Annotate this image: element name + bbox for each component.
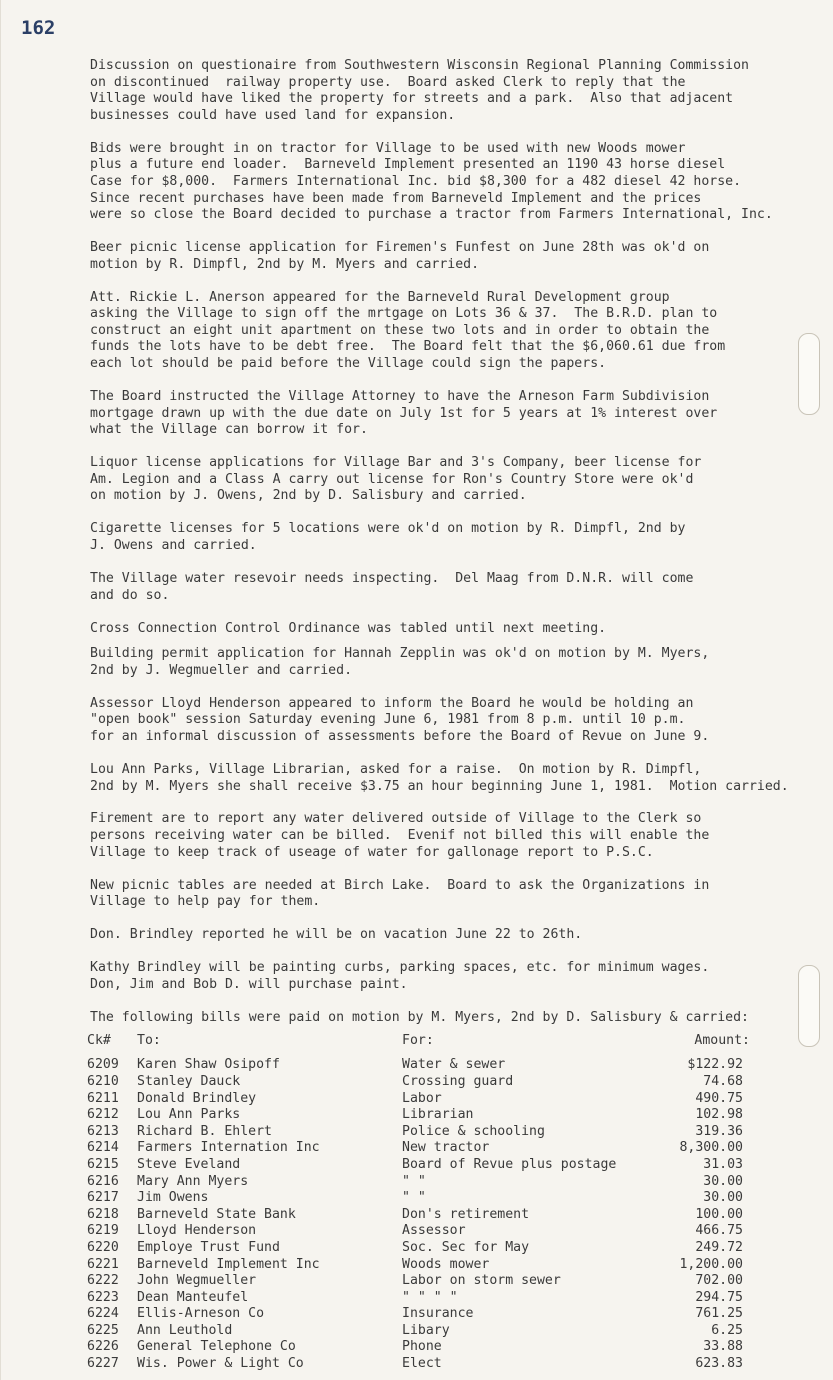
check-number: 6226 (87, 1339, 119, 1355)
paragraph-assessor: Assessor Lloyd Henderson appeared to inform the Board he would be holding an "open book" session Saturday evening June 6, 1981 from 8 p.m. until 10 p.m. for an informal discussion of assessments before the Board of Revue on June 9. (90, 695, 710, 744)
purpose: Libary (402, 1322, 450, 1338)
purpose: Police & schooling (402, 1123, 545, 1139)
amount: 30.00 (703, 1190, 743, 1206)
payee: Mary Ann Myers (137, 1173, 249, 1189)
paragraph-water-resevoir: The Village water resevoir needs inspecting. Del Maag from D.N.R. will come and do so. (90, 570, 694, 603)
amount: $122.92 (687, 1057, 743, 1073)
page-number: 162 (21, 17, 56, 39)
payee: Steve Eveland (137, 1156, 241, 1172)
purpose: Insurance (402, 1306, 474, 1322)
paragraph-liquor-licenses: Liquor license applications for Village Bar and 3's Company, beer license for Am. Legion and a Class A carry out license for Ron's Country Store were ok'd on motion by J. Owens, 2nd by D. Salisbury and carried. (90, 455, 702, 504)
check-number: 6216 (87, 1173, 119, 1189)
payee: John Wegmueller (137, 1273, 257, 1289)
table-row (87, 1140, 825, 1157)
table-row (87, 1356, 825, 1373)
paragraph-tractor-bids: Bids were brought in on tractor for Village to be used with new Woods mower plus a future end loader. Barneveld Implement presented an 1190 43 horse diesel Case for $8,000. Farmers International Inc. bid $8,300 for a 482 diesel 42 horse. Since recent purchases have been made from Barneveld Implement and the prices were so close the Board decided to purchase a tractor from Farmers International, Inc. (90, 140, 773, 223)
check-number: 6211 (87, 1090, 119, 1106)
table-row (87, 1156, 825, 1174)
amount: 761.25 (695, 1306, 743, 1322)
check-number: 6222 (87, 1273, 119, 1289)
purpose: Woods mower (402, 1256, 490, 1272)
amount: 702.00 (695, 1273, 743, 1289)
amount: 319.36 (695, 1123, 743, 1139)
amount: 8,300.00 (679, 1140, 743, 1156)
purpose: Don's retirement (402, 1206, 530, 1222)
check-number: 6219 (87, 1223, 119, 1239)
check-number: 6214 (87, 1140, 119, 1156)
header-payee: To: (137, 1033, 161, 1049)
amount: 100.00 (695, 1206, 743, 1222)
table-row (87, 1090, 825, 1108)
table-row (87, 1107, 825, 1124)
paragraph-arneson-mortgage: The Board instructed the Village Attorney to have the Arneson Farm Subdivision mortgage drawn up with the due date on July 1st for 5 years at 1% interest over what the Village can borrow it for. (90, 389, 718, 438)
check-number: 6221 (87, 1256, 119, 1272)
table-row (87, 1223, 825, 1240)
minutes-body (87, 58, 825, 1373)
payee: Ann Leuthold (137, 1322, 233, 1338)
check-number: 6220 (87, 1239, 119, 1255)
amount: 30.00 (703, 1173, 743, 1189)
purpose: Librarian (402, 1107, 474, 1123)
amount: 466.75 (695, 1223, 743, 1239)
check-number: 6217 (87, 1190, 119, 1206)
purpose: Phone (402, 1339, 442, 1355)
bills-table (87, 1033, 825, 1372)
table-row (87, 1190, 825, 1207)
payee: Employe Trust Fund (137, 1239, 280, 1255)
paragraph-water-delivery: Firement are to report any water delivered outside of Village to the Clerk so persons receiving water can be billed. Evenif not billed this will enable the Village to keep track of useage of water for gallonage report to P.S.C. (90, 811, 710, 860)
table-row (87, 1173, 825, 1191)
table-row (87, 1206, 825, 1224)
paragraph-cigarette-licenses: Cigarette licenses for 5 locations were ok'd on motion by R. Dimpfl, 2nd by J. Owens and carried. (90, 521, 686, 553)
paragraph-librarian-raise: Lou Ann Parks, Village Librarian, asked for a raise. On motion by R. Dimpfl, 2nd by M. Myers she shall receive $3.75 an hour beginning June 1, 1981. Motion carried. (90, 761, 789, 794)
amount: 1,200.00 (679, 1256, 743, 1272)
payee: Lou Ann Parks (137, 1107, 241, 1123)
payee: Dean Manteufel (137, 1289, 249, 1305)
table-row (87, 1123, 825, 1141)
purpose: Water & sewer (402, 1057, 506, 1073)
amount: 623.83 (695, 1356, 743, 1372)
purpose: Soc. Sec for May (402, 1239, 530, 1255)
payee: Stanley Dauck (137, 1073, 241, 1089)
payee: Farmers Internation Inc (137, 1140, 320, 1156)
amount: 294.75 (695, 1289, 743, 1305)
check-number: 6223 (87, 1289, 119, 1305)
purpose: " " (402, 1173, 426, 1189)
paragraph-picnic-tables: New picnic tables are needed at Birch Lake. Board to ask the Organizations in Village to help pay for them. (90, 877, 710, 910)
check-number: 6224 (87, 1306, 119, 1322)
purpose: " " (402, 1190, 426, 1206)
payee: Karen Shaw Osipoff (137, 1057, 280, 1073)
table-row (87, 1306, 825, 1323)
header-purpose: For: (402, 1033, 434, 1049)
payee: Barneveld Implement Inc (137, 1256, 320, 1272)
bills-table-header (87, 1033, 825, 1053)
amount: 6.25 (711, 1322, 743, 1338)
paragraph-vacation: Don. Brindley reported he will be on vacation June 22 to 26th. (90, 927, 583, 943)
purpose: Labor on storm sewer (402, 1273, 561, 1289)
amount: 31.03 (703, 1156, 743, 1172)
table-row (87, 1256, 825, 1274)
payee: Ellis-Arneson Co (137, 1306, 265, 1322)
check-number: 6213 (87, 1123, 119, 1139)
table-row (87, 1322, 825, 1340)
paragraph-bills-intro: The following bills were paid on motion by M. Myers, 2nd by D. Salisbury & carried: (90, 1009, 749, 1025)
purpose: " " " " (402, 1289, 458, 1305)
paragraph-painting-curbs: Kathy Brindley will be painting curbs, parking spaces, etc. for minimum wages. Don, Jim and Bob D. will purchase paint. (90, 960, 710, 992)
purpose: Crossing guard (402, 1073, 514, 1089)
purpose: Labor (402, 1090, 442, 1106)
check-number: 6218 (87, 1206, 119, 1222)
check-number: 6210 (87, 1073, 119, 1089)
table-row (87, 1289, 825, 1307)
paragraph-cross-connection: Cross Connection Control Ordinance was tabled until next meeting. (90, 620, 607, 636)
amount: 74.68 (703, 1073, 743, 1089)
check-number: 6215 (87, 1156, 119, 1172)
table-row (87, 1073, 825, 1091)
payee: General Telephone Co (137, 1339, 296, 1355)
header-check-number: Ck# (87, 1033, 111, 1049)
payee: Richard B. Ehlert (137, 1123, 272, 1139)
check-number: 6209 (87, 1057, 119, 1073)
amount: 249.72 (695, 1239, 743, 1255)
table-row (87, 1057, 825, 1074)
amount: 490.75 (695, 1090, 743, 1106)
check-number: 6212 (87, 1107, 119, 1123)
check-number: 6227 (87, 1356, 119, 1372)
purpose: Elect (402, 1356, 442, 1372)
paragraph-building-permit: Building permit application for Hannah Zepplin was ok'd on motion by M. Myers, 2nd by J. Wegmueller and carried. (90, 646, 710, 678)
amount: 33.88 (703, 1339, 743, 1355)
payee: Lloyd Henderson (137, 1223, 257, 1239)
table-row (87, 1273, 825, 1290)
purpose: New tractor (402, 1140, 490, 1156)
purpose: Assessor (402, 1223, 466, 1239)
table-row (87, 1239, 825, 1257)
paragraph-beer-picnic-license: Beer picnic license application for Firemen's Funfest on June 28th was ok'd on motion by R. Dimpfl, 2nd by M. Myers and carried. (90, 240, 710, 272)
payee: Jim Owens (137, 1190, 209, 1206)
purpose: Board of Revue plus postage (402, 1156, 617, 1172)
payee: Donald Brindley (137, 1090, 257, 1106)
paragraph-questionaire: Discussion on questionaire from Southwestern Wisconsin Regional Planning Commission on discontinued railway property use. Board asked Clerk to reply that the Village would have liked the property for streets and a park. Also that adjacent businesses could have used land for expansion. (90, 58, 749, 123)
check-number: 6225 (87, 1322, 119, 1338)
header-amount: Amount: (694, 1033, 750, 1049)
amount: 102.98 (695, 1107, 743, 1123)
payee: Wis. Power & Light Co (137, 1356, 304, 1372)
paragraph-rural-development: Att. Rickie L. Anerson appeared for the Barneveld Rural Development group asking the Village to sign off the mrtgage on Lots 36 & 37. The B.R.D. plan to construct an eight unit apartment on these two lots and in order to obtain the funds the lots have to be debt free. The Board felt that the $6,060.61 due from each lot should be paid before the Village could sign the papers. (90, 289, 726, 372)
payee: Barneveld State Bank (137, 1206, 296, 1222)
table-row (87, 1339, 825, 1356)
bills-table-rows (87, 1057, 825, 1372)
